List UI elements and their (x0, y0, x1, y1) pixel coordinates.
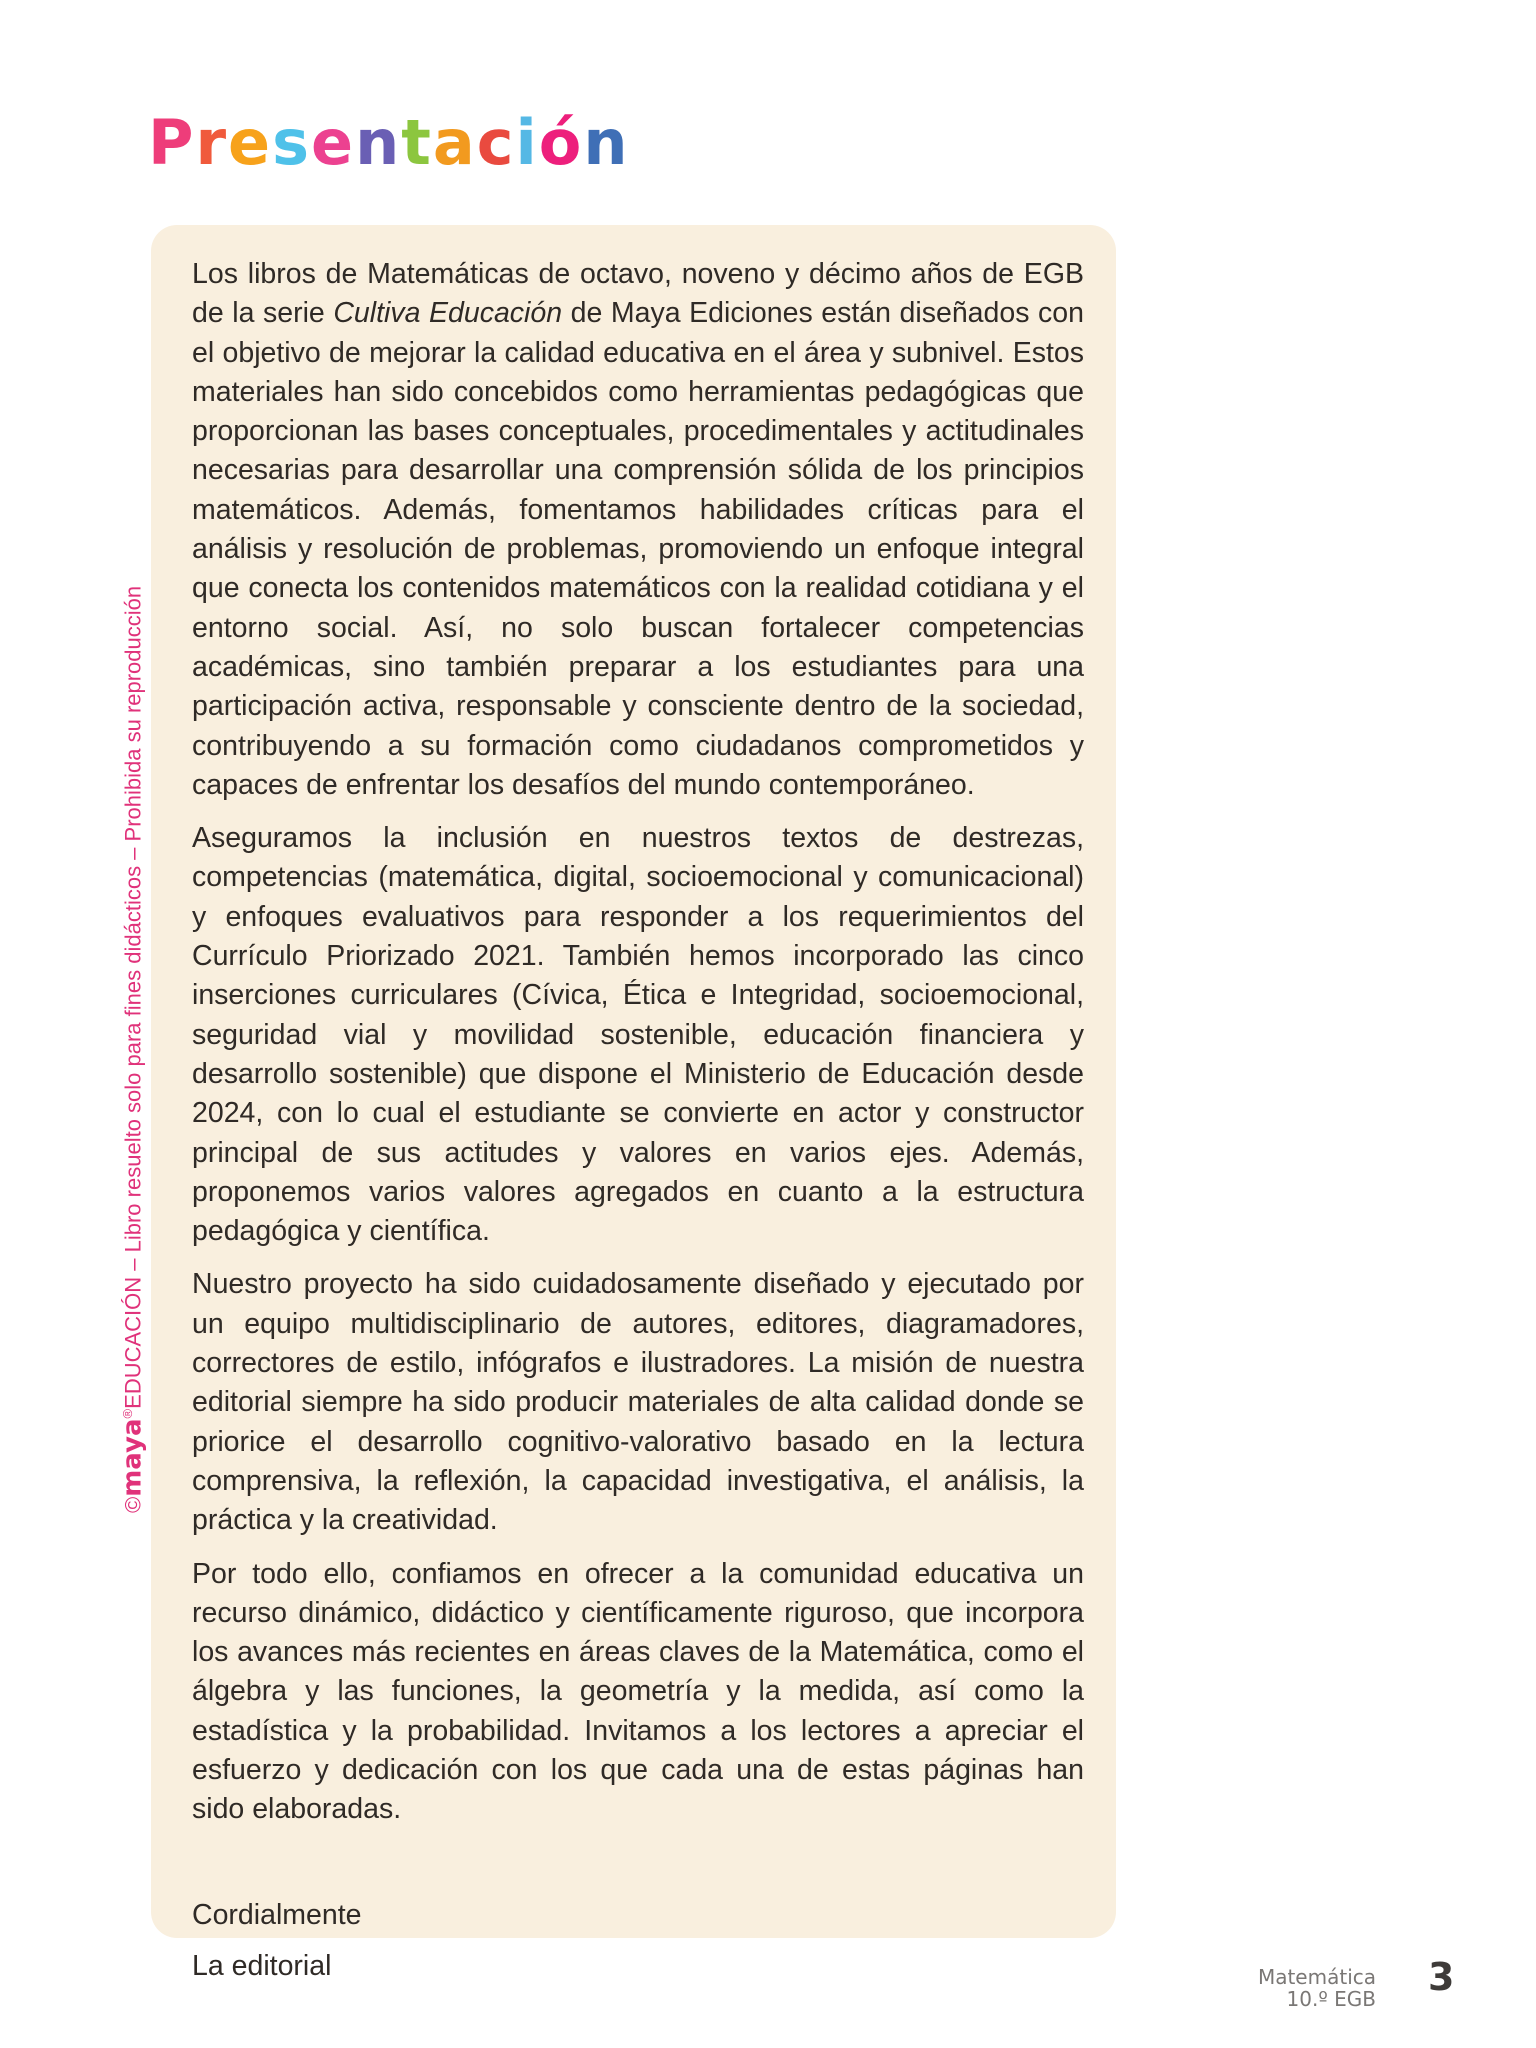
closing-signature: La editorial (192, 1949, 332, 1982)
title-letter: a (432, 106, 477, 179)
title-letter: e (311, 106, 356, 179)
title-letter: t (401, 106, 433, 179)
title-letter: c (476, 106, 516, 179)
copyright-symbol: © (120, 1496, 146, 1513)
paragraph-intro (192, 255, 1084, 805)
paragraph-intro-after: de Maya Ediciones están diseñados con el objetivo de mejorar la calidad educativa en el área y subnivel. Estos materiales han sido concebidos como herramientas pedagógicas que proporcionan las bases conceptuales, procedimentales y actitudinales necesarias para desarrollar una comprensión sólida de los principios matemáticos. Además, fomentamos habilidades críticas para el análisis y resolución de problemas, promoviendo un enfoque integral que conecta los contenidos matemáticos con la realidad cotidiana y el entorno social. Así, no solo buscan fortalecer competencias académicas, sino también preparar a los estudiantes para una participación activa, responsable y consciente dentro de la sociedad, contribuyendo a su formación como ciudadanos comprometidos y capaces de enfrentar los desafíos del mundo contemporáneo. (192, 297, 1084, 801)
closing-block (192, 1896, 1084, 1987)
paragraph-offer: Por todo ello, confiamos en ofrecer a la comunidad educativa un recurso dinámico, didáctico y científicamente riguroso, que incorpora los avances más recientes en áreas claves de la Matemática, como el álgebra y las funciones, la geometría y la medida, así como la estadística y la probabilidad. Invitamos a los lectores a apreciar el esfuerzo y dedicación con los que cada una de estas páginas han sido elaboradas. (192, 1557, 1084, 1826)
title-letter: n (355, 106, 402, 179)
copyright-notice (115, 533, 146, 1513)
title-letter: e (228, 106, 273, 179)
registered-mark: ® (120, 1408, 135, 1419)
title-letter: s (272, 106, 311, 179)
series-name: Cultiva Educación (333, 297, 563, 330)
title-letter: i (515, 106, 539, 179)
paragraph-inclusion: Aseguramos la inclusión en nuestros textos de destrezas, competencias (matemática, digital, socioemocional y comunicacional) y enfoques evaluativos para responder a los requerimientos del Currículo Priorizado 2021. También hemos incorporado las cinco inserciones curriculares (Cívica, Ética e Integridad, socioemocional, seguridad vial y movilidad sostenible, educación financiera y desarrollo sostenible) que dispone el Ministerio de Educación desde 2024, con lo cual el estudiante se convierte en actor y constructor principal de sus actitudes y valores en varios ejes. Además, proponemos varios valores agregados en cuanto a la estructura pedagógica y científica. (192, 822, 1084, 1248)
title-letter: r (195, 106, 229, 179)
footer-subject: Matemática (1257, 1965, 1376, 1989)
closing-salutation: Cordialmente (192, 1898, 362, 1931)
copyright-text: EDUCACIÓN – Libro resuelto solo para fines didácticos – Prohibida su reproducción (120, 585, 146, 1409)
title-letter: P (148, 106, 196, 179)
footer-grade: 10.º EGB (1286, 1987, 1376, 2011)
title-letter: ó (538, 106, 584, 179)
page-title (148, 106, 630, 179)
footer-label (1258, 1966, 1376, 2010)
paragraph-project: Nuestro proyecto ha sido cuidadosamente diseñado y ejecutado por un equipo multidisciplinario de autores, editores, diagramadores, correctores de estilo, infógrafos e ilustradores. La misión de nuestra editorial siempre ha sido producir materiales de alta calidad donde se priorice el desarrollo cognitivo-valorativo basado en la lectura comprensiva, la reflexión, la capacidad investigativa, el análisis, la práctica y la creatividad. (192, 1268, 1084, 1537)
maya-logo: maya (117, 1418, 148, 1497)
paragraph-intro-before: Los libros de Matemáticas de octavo, noveno y décimo años de EGB de la serie (192, 258, 1084, 330)
presentation-panel (151, 225, 1116, 1982)
title-letter: n (583, 106, 630, 179)
page-number: 3 (1428, 1955, 1455, 1999)
